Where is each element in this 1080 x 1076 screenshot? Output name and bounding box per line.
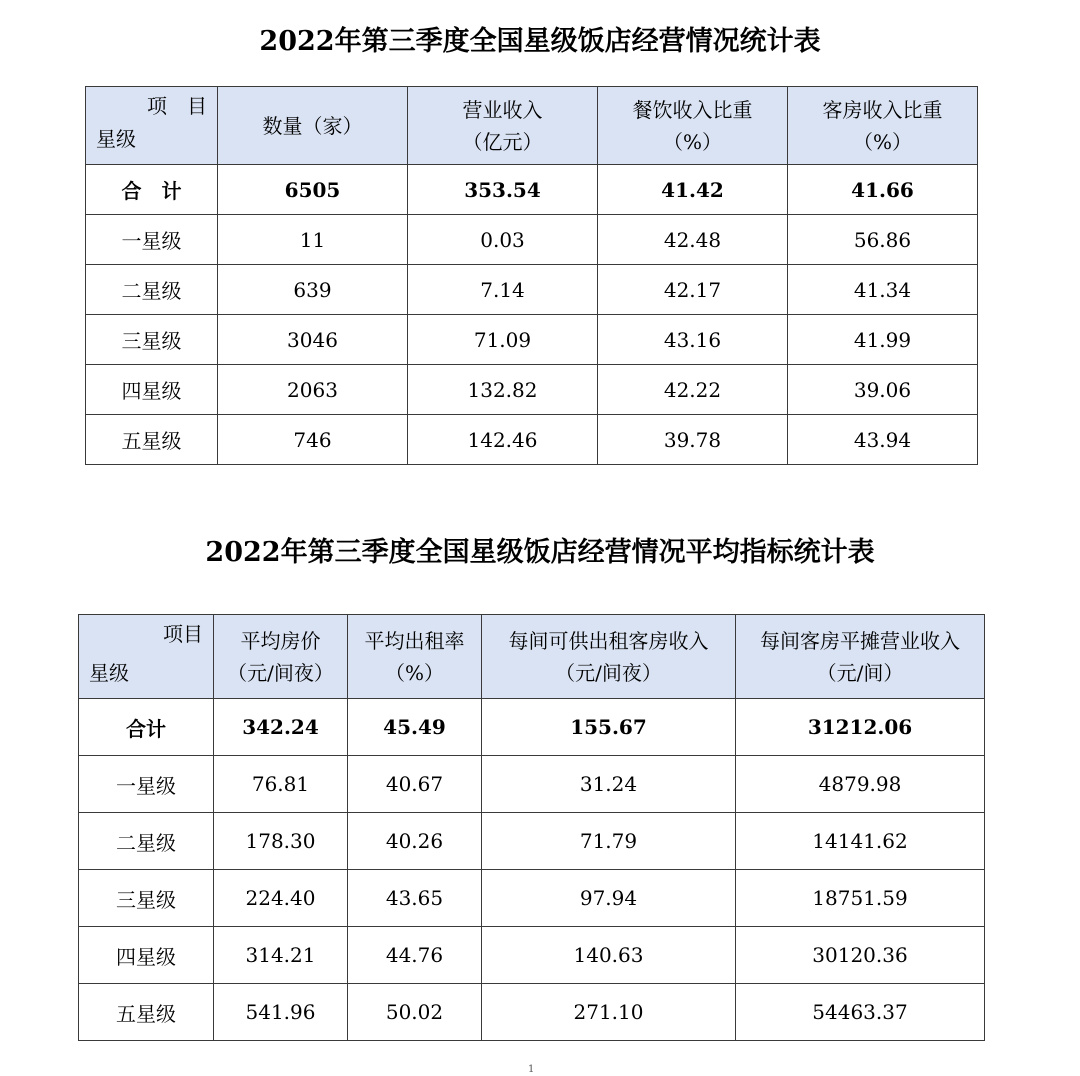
table-cell: 42.48 (598, 215, 788, 265)
table-cell: 140.63 (482, 927, 736, 984)
table-cell: 39.78 (598, 415, 788, 465)
table-cell: 45.49 (348, 699, 482, 756)
table-row (79, 927, 985, 984)
table-cell: 3046 (218, 315, 408, 365)
table-cell: 6505 (218, 165, 408, 215)
table-cell: 50.02 (348, 984, 482, 1041)
table-row (86, 265, 978, 315)
column-header-room-share: 客房收入比重 （%） (788, 87, 978, 165)
row-label: 四星级 (86, 365, 218, 415)
table-cell: 178.30 (214, 813, 348, 870)
table-row (79, 756, 985, 813)
table-cell: 155.67 (482, 699, 736, 756)
column-header-count: 数量（家） (218, 87, 408, 165)
table-cell: 40.26 (348, 813, 482, 870)
table-cell: 76.81 (214, 756, 348, 813)
table-cell: 0.03 (408, 215, 598, 265)
table-cell: 142.46 (408, 415, 598, 465)
page-number: 1 (528, 1064, 535, 1075)
table-row (86, 315, 978, 365)
table-header-row (79, 615, 985, 699)
table-row-total (86, 165, 978, 215)
table-cell: 271.10 (482, 984, 736, 1041)
table-cell: 44.76 (348, 927, 482, 984)
table-row (86, 215, 978, 265)
table-row (86, 365, 978, 415)
table-cell: 11 (218, 215, 408, 265)
table-cell: 18751.59 (736, 870, 985, 927)
table-row-total (79, 699, 985, 756)
column-header-avg-room-price: 平均房价 （元/间夜） (214, 615, 348, 699)
table-cell: 71.79 (482, 813, 736, 870)
diag-header-star: 星级 (96, 127, 136, 151)
row-label: 一星级 (79, 756, 214, 813)
diag-header-item: 项 目 (147, 94, 207, 118)
table-cell: 7.14 (408, 265, 598, 315)
hotel-operations-table (85, 86, 978, 465)
table-cell: 224.40 (214, 870, 348, 927)
table-cell: 43.16 (598, 315, 788, 365)
table-cell: 97.94 (482, 870, 736, 927)
table-cell: 353.54 (408, 165, 598, 215)
table-cell: 41.42 (598, 165, 788, 215)
diagonal-header-cell (79, 615, 214, 699)
table-cell: 746 (218, 415, 408, 465)
table-cell: 30120.36 (736, 927, 985, 984)
table-row (86, 415, 978, 465)
row-label: 五星级 (86, 415, 218, 465)
diag-header-star: 星级 (89, 661, 129, 685)
table-cell: 43.94 (788, 415, 978, 465)
diag-header-item: 项目 (163, 622, 203, 646)
column-header-revenue: 营业收入 （亿元） (408, 87, 598, 165)
row-label: 五星级 (79, 984, 214, 1041)
row-label: 合计 (79, 699, 214, 756)
column-header-revenue-per-room: 每间客房平摊营业收入 （元/间） (736, 615, 985, 699)
table-header-row (86, 87, 978, 165)
table-cell: 54463.37 (736, 984, 985, 1041)
table-row (79, 984, 985, 1041)
column-header-revpar: 每间可供出租客房收入 （元/间夜） (482, 615, 736, 699)
table-cell: 41.66 (788, 165, 978, 215)
row-label: 合 计 (86, 165, 218, 215)
column-header-occupancy-rate: 平均出租率 （%） (348, 615, 482, 699)
table-cell: 31212.06 (736, 699, 985, 756)
table-cell: 41.34 (788, 265, 978, 315)
table-cell: 42.17 (598, 265, 788, 315)
table-cell: 41.99 (788, 315, 978, 365)
row-label: 四星级 (79, 927, 214, 984)
table-cell: 39.06 (788, 365, 978, 415)
hotel-average-indicators-table (78, 614, 985, 1041)
table-cell: 2063 (218, 365, 408, 415)
table-cell: 43.65 (348, 870, 482, 927)
table-cell: 541.96 (214, 984, 348, 1041)
table-row (79, 870, 985, 927)
table-cell: 4879.98 (736, 756, 985, 813)
row-label: 三星级 (79, 870, 214, 927)
table-cell: 42.22 (598, 365, 788, 415)
row-label: 二星级 (86, 265, 218, 315)
row-label: 一星级 (86, 215, 218, 265)
table-cell: 40.67 (348, 756, 482, 813)
table-cell: 639 (218, 265, 408, 315)
table-row (79, 813, 985, 870)
table-cell: 56.86 (788, 215, 978, 265)
row-label: 三星级 (86, 315, 218, 365)
table-cell: 14141.62 (736, 813, 985, 870)
table-cell: 342.24 (214, 699, 348, 756)
table-cell: 314.21 (214, 927, 348, 984)
diagonal-header-cell (86, 87, 218, 165)
table-cell: 71.09 (408, 315, 598, 365)
table2-title: 2022年第三季度全国星级饭店经营情况平均指标统计表 (205, 537, 875, 568)
table1-title: 2022年第三季度全国星级饭店经营情况统计表 (259, 26, 821, 57)
table-cell: 31.24 (482, 756, 736, 813)
column-header-catering-share: 餐饮收入比重 （%） (598, 87, 788, 165)
table-cell: 132.82 (408, 365, 598, 415)
row-label: 二星级 (79, 813, 214, 870)
